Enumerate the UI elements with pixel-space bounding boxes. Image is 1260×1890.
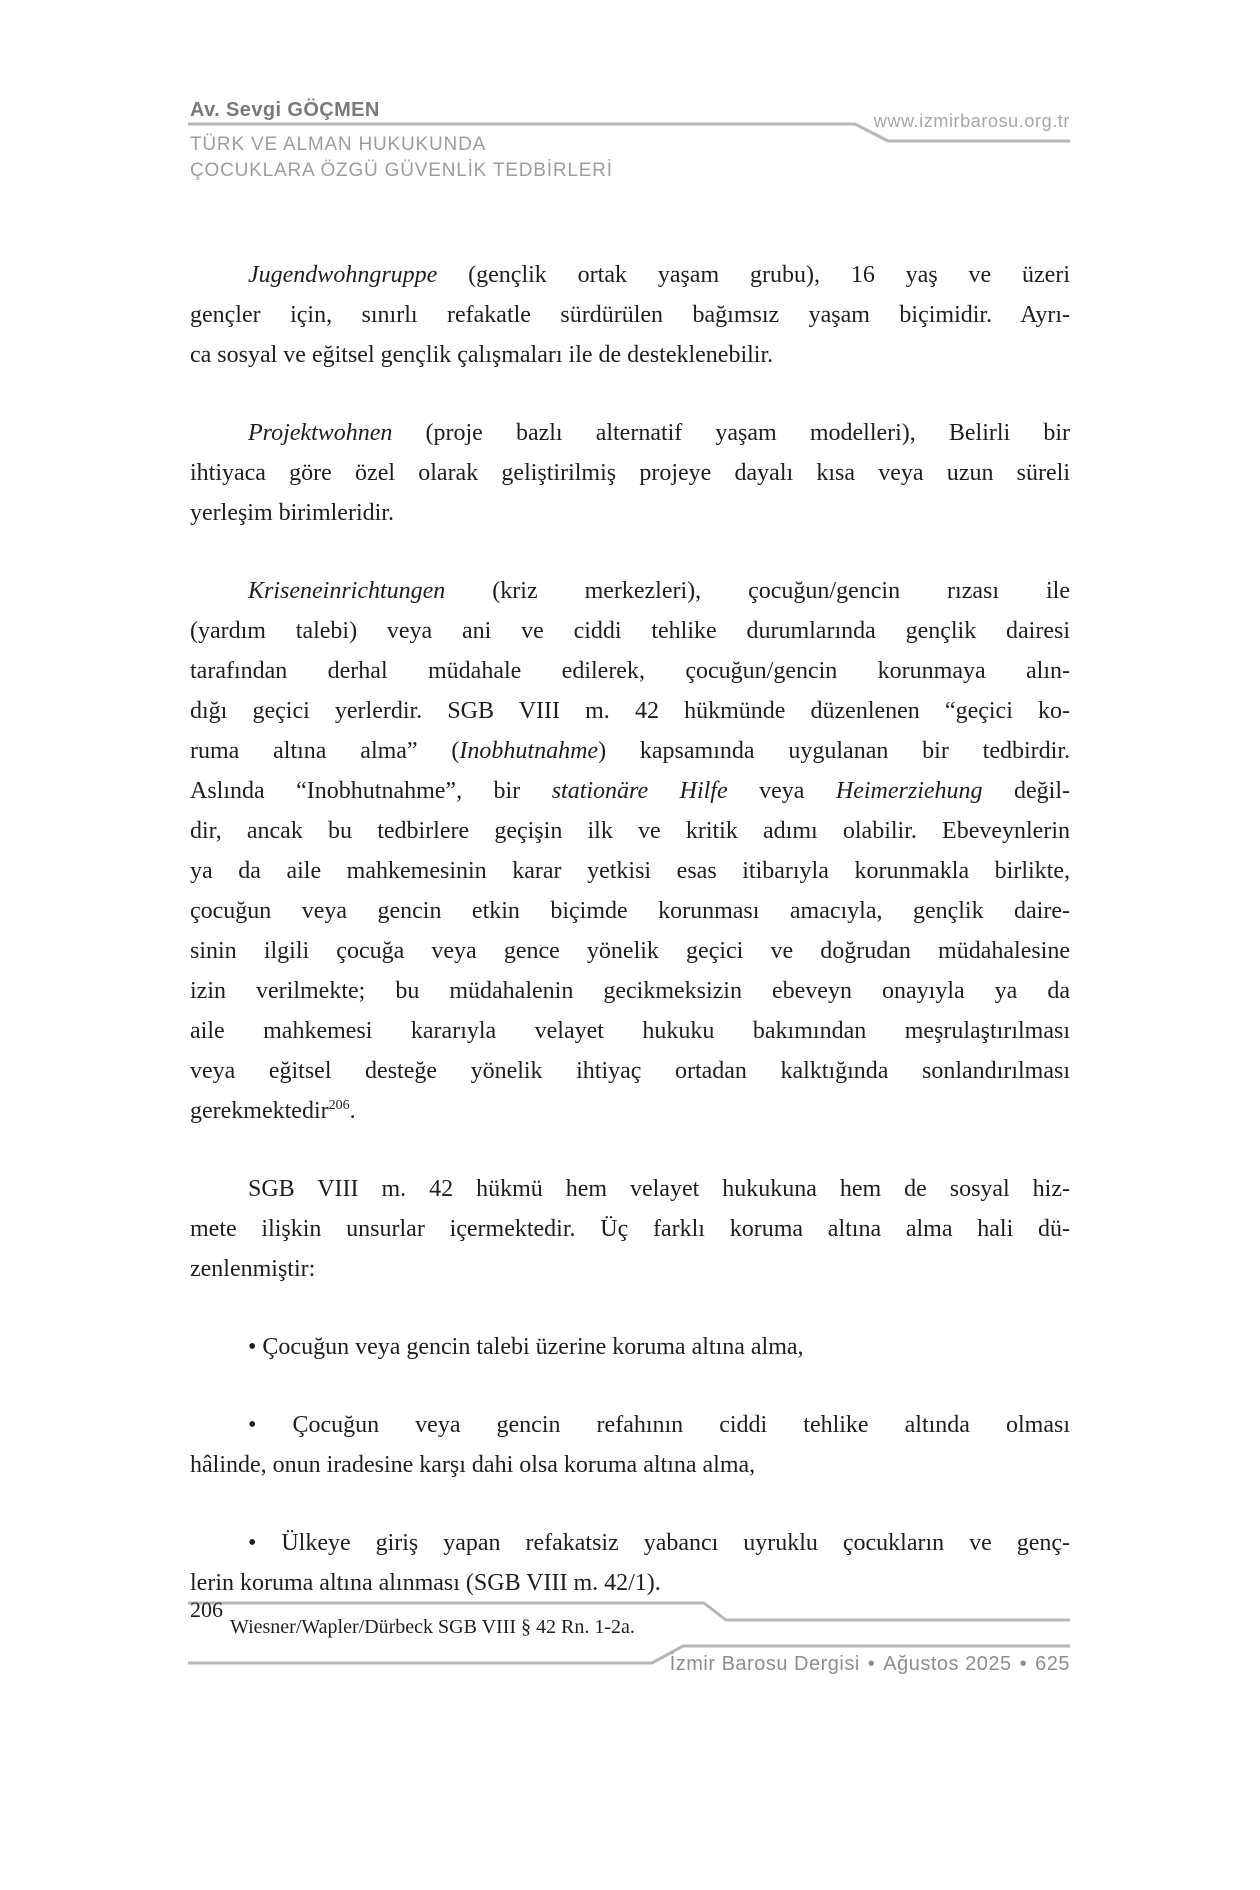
footer-separator: •: [1019, 1653, 1028, 1675]
text-line: [190, 1169, 1070, 1209]
text-run: zenlenmiştir:: [190, 1256, 316, 1282]
text-run: değil-: [982, 778, 1070, 804]
text-line: [190, 295, 1070, 335]
text-run: mete ilişkin unsurlar içermektedir. Üç farklı koruma altına alma hali dü-: [190, 1216, 1070, 1242]
text-line: [190, 413, 1070, 453]
text-run: Aslında “Inobhutnahme”, bir: [190, 778, 552, 804]
text-run: veya eğitsel desteğe yönelik ihtiyaç ortadan kalktığında sonlandırılması: [190, 1058, 1070, 1084]
text-run: gerekmektedir: [190, 1098, 329, 1124]
text-run: hâlinde, onun iradesine karşı dahi olsa koruma altına alma,: [190, 1452, 756, 1478]
text-run: Jugendwohngruppe: [248, 262, 438, 288]
text-run: dığı geçici yerlerdir. SGB VIII m. 42 hükmünde düzenlenen “geçici ko-: [190, 698, 1070, 724]
text-run: .: [349, 1098, 356, 1124]
website-url: www.izmirbarosu.org.tr: [873, 111, 1070, 131]
text-run: çocuğun veya gencin etkin biçimde korunması amacıyla, gençlik daire-: [190, 898, 1070, 924]
article-title-line-1: TÜRK VE ALMAN HUKUKUNDA: [190, 134, 487, 155]
text-line: [190, 851, 1070, 891]
text-run: aile mahkemesi kararıyla velayet hukuku bakımından meşrulaştırılması: [190, 1018, 1070, 1044]
footer-issue: Ağustos 2025: [883, 1653, 1012, 1675]
text-run: (proje bazlı alternatif yaşam modelleri), Belirli bir: [392, 420, 1070, 446]
text-line: [190, 611, 1070, 651]
text-run: ) kapsamında uygulanan bir tedbirdir.: [598, 738, 1071, 764]
text-line: [190, 1445, 1070, 1485]
text-line: [190, 731, 1070, 771]
text-line: [190, 1523, 1070, 1563]
text-line: [190, 651, 1070, 691]
text-run: (kriz merkezleri), çocuğun/gencin rızası ile: [445, 578, 1070, 604]
author-name: Av. Sevgi GÖÇMEN: [190, 99, 380, 121]
footer: [670, 1652, 1070, 1676]
text-run: tarafından derhal müdahale edilerek, çocuğun/gencin korunmaya alın-: [190, 658, 1070, 684]
text-line: [190, 255, 1070, 295]
text-line: [190, 1051, 1070, 1091]
text-run: lerin koruma altına alınması (SGB VIII m. 42/1).: [190, 1570, 661, 1596]
text-line: [190, 1209, 1070, 1249]
footnote: [190, 1597, 635, 1642]
footer-page-number: 625: [1035, 1653, 1070, 1675]
body-paragraph: [190, 1169, 1070, 1289]
text-line: [190, 691, 1070, 731]
footer-separator: •: [867, 1653, 876, 1675]
text-line: [190, 453, 1070, 493]
text-run: veya: [727, 778, 836, 804]
text-line: [190, 811, 1070, 851]
text-line: [190, 1563, 1070, 1603]
text-line: [190, 1091, 1070, 1131]
text-run: dir, ancak bu tedbirlere geçişin ilk ve kritik adımı olabilir. Ebeveynlerin: [190, 818, 1070, 844]
text-run: Heimerziehung: [835, 778, 983, 804]
text-line: [190, 1327, 1070, 1367]
text-run: (gençlik ortak yaşam grubu), 16 yaş ve üzeri: [437, 262, 1070, 288]
text-run: sinin ilgili çocuğa veya gence yönelik geçici ve doğrudan müdahalesine: [190, 938, 1070, 964]
bullet-item: [190, 1327, 1070, 1367]
text-run: • Çocuğun veya gencin talebi üzerine koruma altına alma,: [248, 1334, 804, 1360]
footnote-marker: 206: [190, 1597, 223, 1623]
text-run: ruma altına alma” (: [190, 738, 460, 764]
text-line: [190, 971, 1070, 1011]
text-run: (yardım talebi) veya ani ve ciddi tehlike durumlarında gençlik dairesi: [190, 618, 1070, 644]
text-run: gençler için, sınırlı refakatle sürdürülen bağımsız yaşam biçimidir. Ayrı-: [190, 302, 1070, 328]
text-run: Inobhutnahme: [459, 738, 599, 764]
bullet-item: [190, 1523, 1070, 1603]
bullet-item: [190, 1405, 1070, 1485]
footnote-text: Wiesner/Wapler/Dürbeck SGB VIII § 42 Rn. 1-2a.: [230, 1616, 635, 1638]
article-title-line-2: ÇOCUKLARA ÖZGÜ GÜVENLİK TEDBİRLERİ: [190, 160, 613, 181]
footnote-reference: 206: [328, 1098, 350, 1113]
body-paragraph: [190, 413, 1070, 533]
text-run: Kriseneinrichtungen: [248, 578, 446, 604]
text-line: [190, 335, 1070, 375]
text-line: [190, 1249, 1070, 1289]
footer-journal: İzmir Barosu Dergisi: [669, 1653, 860, 1675]
text-line: [190, 493, 1070, 533]
text-run: SGB VIII m. 42 hükmü hem velayet hukukuna hem de sosyal hiz-: [248, 1176, 1070, 1202]
text-line: [190, 771, 1070, 811]
text-line: [190, 891, 1070, 931]
body-paragraph: [190, 255, 1070, 375]
text-run: ya da aile mahkemesinin karar yetkisi esas itibarıyla korunmakla birlikte,: [190, 858, 1070, 884]
text-run: izin verilmekte; bu müdahalenin gecikmeksizin ebeveyn onayıyla ya da: [190, 978, 1070, 1004]
text-line: [190, 1011, 1070, 1051]
text-run: • Çocuğun veya gencin refahının ciddi tehlike altında olması: [248, 1412, 1070, 1438]
article-title: [190, 132, 613, 184]
text-run: ca sosyal ve eğitsel gençlik çalışmaları ile de desteklenebilir.: [190, 342, 774, 368]
body-paragraph: [190, 571, 1070, 1131]
text-run: stationäre Hilfe: [551, 778, 728, 804]
text-run: Projektwohnen: [248, 420, 393, 446]
text-run: • Ülkeye giriş yapan refakatsiz yabancı uyruklu çocukların ve genç-: [248, 1530, 1070, 1556]
body-content: [190, 255, 1070, 1603]
text-run: yerleşim birimleridir.: [190, 500, 394, 526]
text-line: [190, 571, 1070, 611]
text-run: ihtiyaca göre özel olarak geliştirilmiş projeye dayalı kısa veya uzun süreli: [190, 460, 1070, 486]
text-line: [190, 1405, 1070, 1445]
text-line: [190, 931, 1070, 971]
